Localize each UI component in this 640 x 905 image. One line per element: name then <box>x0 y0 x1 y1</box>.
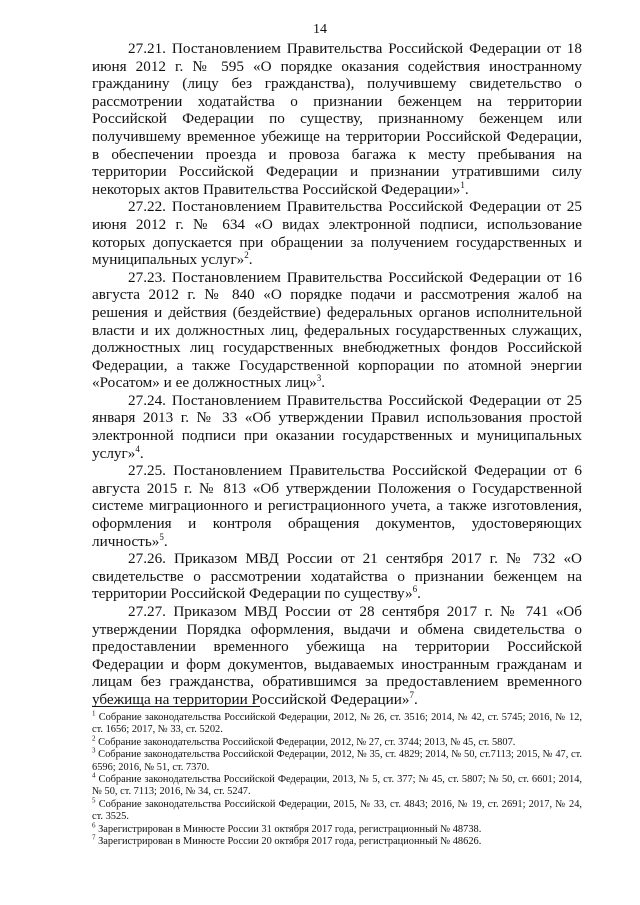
footnote-marker: 4 <box>92 771 96 780</box>
footnote-7 <box>92 833 582 848</box>
paragraph-end: . <box>414 690 418 708</box>
paragraph-end: . <box>248 251 253 269</box>
footnote-ref[interactable]: 4 <box>135 443 140 454</box>
footnote-marker: 6 <box>92 821 96 830</box>
paragraph-end: . <box>139 444 144 462</box>
paragraph-27-24 <box>92 392 582 462</box>
paragraph-text: 27.25. Постановлением Правительства Российской Федерации от 6 августа 2015 г. № 813 «Об утверждении Положения о Государственной системе миграционного и регистрационного учета, а также изготовления, оформления и контроля обращения документов, удостоверяющих личность» <box>92 462 582 550</box>
footnote-3 <box>92 746 582 774</box>
paragraph-27-23 <box>92 269 582 392</box>
page-number: 14 <box>313 22 327 37</box>
paragraph-end: . <box>417 585 421 603</box>
footnote-4 <box>92 771 582 799</box>
paragraph-end: . <box>321 374 325 392</box>
footnote-ref[interactable]: 1 <box>460 179 465 190</box>
footnotes <box>92 709 582 848</box>
footnote-ref[interactable]: 6 <box>412 584 418 595</box>
footnote-text: Собрание законодательства Российской Федерации, 2015, № 33, ст. 4843; 2016, № 19, ст. 2691; 2017, № 24, ст. 3525. <box>92 798 582 823</box>
footnote-divider <box>92 706 260 707</box>
footnote-ref[interactable]: 2 <box>244 250 249 261</box>
paragraph-text: 27.27. Приказом МВД России от 28 сентября 2017 г. № 741 «Об утверждении Порядка оформления, выдачи и обмена свидетельства о предоставлении временного убежища на территории Российской Федерации и форм документов, выдаваемых иностранным гражданам и лицам без гражданства, обратившимся за предоставлением временного убежища на территории Российской Федерации» <box>92 603 582 708</box>
paragraph-27-25 <box>92 462 582 550</box>
footnote-6 <box>92 821 582 836</box>
footnote-2 <box>92 734 582 749</box>
footnote-text: Зарегистрирован в Минюсте России 20 октября 2017 года, регистрационный № 48626. <box>95 836 482 848</box>
paragraph-27-22 <box>92 198 582 268</box>
footnote-text: Собрание законодательства Российской Федерации, 2012, № 27, ст. 3744; 2013, № 45, ст. 5807. <box>95 736 516 748</box>
footnote-marker: 7 <box>92 833 96 842</box>
footnote-marker: 3 <box>92 746 96 755</box>
footnote-ref[interactable]: 7 <box>409 689 415 700</box>
paragraph-text: 27.21. Постановлением Правительства Российской Федерации от 18 июня 2012 г. № 595 «О порядке оказания содействия иностранному гражданину (лицу без гражданства), получившему свидетельство о рассмотрении ходатайства о признании беженцем на территории Российской Федерации по существу, признанному беженцем или получившему временное убежище на территории Российской Федерации, в обеспечении проезда и провоза багажа к месту пребывания на территории Российской Федерации и признании утратившими силу некоторых актов Правительства Российской Федерации» <box>92 40 582 198</box>
footnote-5 <box>92 796 582 824</box>
paragraph-27-27 <box>92 603 582 709</box>
footnote-text: Зарегистрирован в Минюсте России 31 октября 2017 года, регистрационный № 48738. <box>95 823 482 835</box>
footnote-marker: 1 <box>92 709 96 718</box>
paragraph-text: 27.23. Постановлением Правительства Российской Федерации от 16 августа 2012 г. № 840 «О порядке подачи и рассмотрения жалоб на решения и действия (бездействие) федеральных органов исполнительной власти и их должностных лиц, федеральных государственных служащих, должностных лиц государственных внебюджетных фондов Российской Федерации, а также Государственной корпорации по атомной энергии «Росатом» и ее должностных лиц» <box>92 268 582 392</box>
footnote-marker: 5 <box>92 796 96 805</box>
footnote-1 <box>92 709 582 737</box>
footnote-marker: 2 <box>92 734 96 743</box>
footnote-text: Собрание законодательства Российской Федерации, 2013, № 5, ст. 377; № 45, ст. 5807; № 50, ст. 6601; 2014, № 50, ст. 7113; 2016, № 34, ст. 5247. <box>92 774 582 798</box>
footnote-text: Собрание законодательства Российской Федерации, 2012, № 35, ст. 4829; 2014, № 50, ст.7113; 2015, № 47, ст. 6596; 2016, № 51, ст. 7370. <box>92 749 582 773</box>
paragraph-27-26 <box>92 550 582 603</box>
main-text <box>92 40 582 709</box>
paragraph-text: 27.22. Постановлением Правительства Российской Федерации от 25 июня 2012 г. № 634 «О видах электронной подписи, использование которых допускается при обращении за получением государственных и муниципальных услуг» <box>92 198 582 269</box>
paragraph-27-21 <box>92 40 582 198</box>
footnote-ref[interactable]: 3 <box>316 373 322 384</box>
paragraph-end: . <box>464 180 469 198</box>
footnote-ref[interactable]: 5 <box>159 531 164 542</box>
footnote-text: Собрание законодательства Российской Федерации, 2012, № 26, ст. 3516; 2014, № 42, ст. 5745; 2016, № 12, ст. 1656; 2017, № 33, ст. 5202. <box>92 712 582 736</box>
paragraph-text: 27.24. Постановлением Правительства Российской Федерации от 25 января 2013 г. № 33 «Об утверждении Правил использования простой электронной подписи при оказании государственных и муниципальных услуг» <box>92 391 582 462</box>
paragraph-text: 27.26. Приказом МВД России от 21 сентября 2017 г. № 732 «О свидетельстве о рассмотрении ходатайства о признании беженцем на территории Российской Федерации по существу» <box>92 550 582 603</box>
paragraph-end: . <box>163 532 168 550</box>
